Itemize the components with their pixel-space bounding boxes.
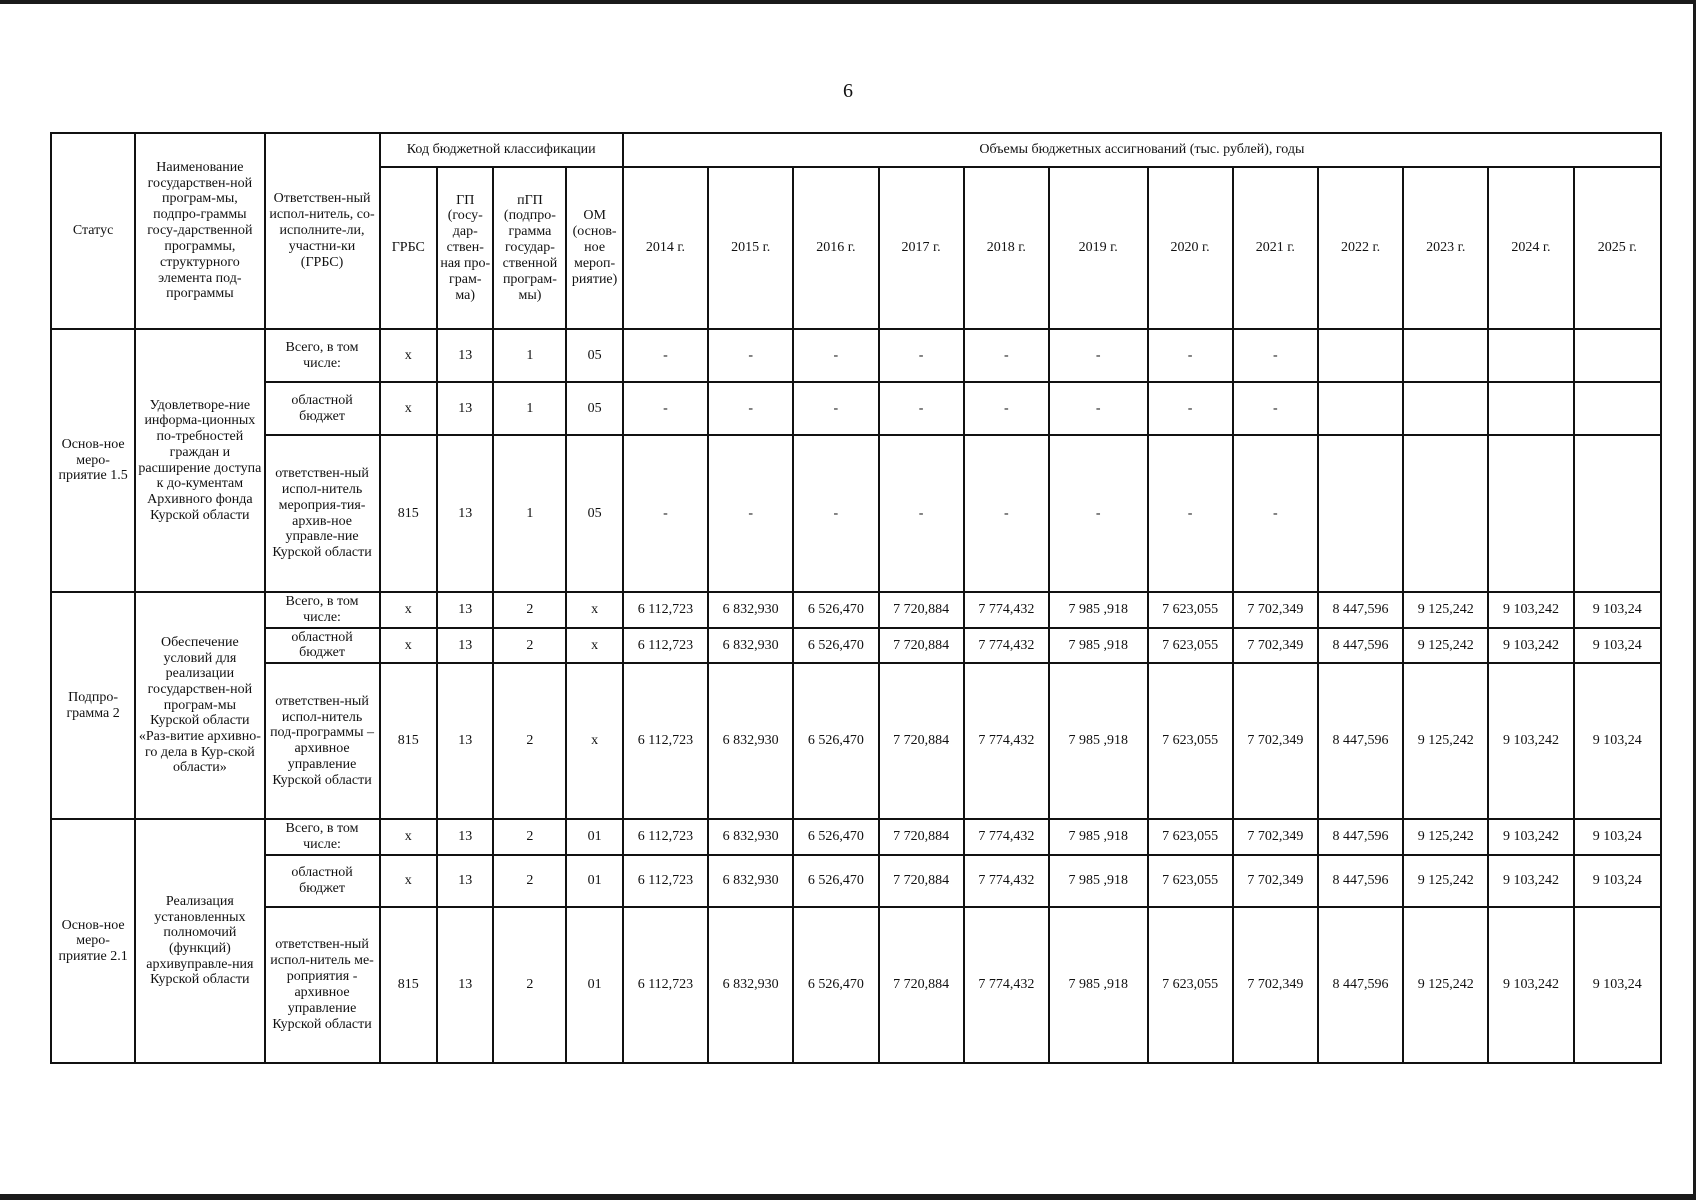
grbs-cell: 815 [380,907,437,1063]
value-cell: 7 720,884 [879,855,964,907]
om-cell: х [566,663,622,819]
value-cell: 6 832,930 [708,907,793,1063]
grbs-cell: х [380,855,437,907]
value-cell: 8 447,596 [1318,592,1403,628]
om-cell: 01 [566,819,622,855]
table-row [51,628,1661,664]
header-year: 2018 г. [964,167,1049,329]
value-cell: - [1148,382,1233,435]
value-cell: 7 985 ,918 [1049,663,1148,819]
value-cell: - [793,382,878,435]
value-cell [1403,329,1488,382]
pgp-cell: 2 [493,855,566,907]
responsible-cell: Всего, в том числе: [265,592,380,628]
scan-edge-bottom [0,1194,1696,1200]
value-cell: 7 623,055 [1148,663,1233,819]
header-year: 2020 г. [1148,167,1233,329]
header-pgp: пГП (подпро-грамма государ-ственной програм-мы) [493,167,566,329]
value-cell: 9 103,24 [1574,592,1661,628]
value-cell: 7 702,349 [1233,663,1318,819]
value-cell: 7 720,884 [879,628,964,664]
pgp-cell: 2 [493,628,566,664]
value-cell: - [1148,329,1233,382]
pgp-cell: 2 [493,663,566,819]
value-cell: - [1233,382,1318,435]
value-cell [1488,329,1573,382]
grbs-cell: х [380,592,437,628]
om-cell: 05 [566,329,622,382]
value-cell: 9 125,242 [1403,592,1488,628]
pgp-cell: 1 [493,435,566,592]
responsible-cell: Всего, в том числе: [265,329,380,382]
value-cell: 7 623,055 [1148,907,1233,1063]
header-year: 2022 г. [1318,167,1403,329]
value-cell: 7 623,055 [1148,628,1233,664]
value-cell: - [1049,435,1148,592]
value-cell: 6 112,723 [623,592,708,628]
value-cell: 6 526,470 [793,628,878,664]
responsible-cell: ответствен-ный испол-нитель ме-роприятия - архивное управление Курской области [265,907,380,1063]
table-row [51,855,1661,907]
value-cell: 8 447,596 [1318,663,1403,819]
status-cell: Основ-ное меро-приятие 1.5 [51,329,135,592]
value-cell: - [708,329,793,382]
header-year: 2025 г. [1574,167,1661,329]
value-cell: 7 720,884 [879,592,964,628]
value-cell: 9 103,242 [1488,663,1573,819]
value-cell: 7 702,349 [1233,628,1318,664]
value-cell [1318,435,1403,592]
value-cell: - [879,435,964,592]
value-cell [1574,382,1661,435]
om-cell: х [566,628,622,664]
om-cell: 01 [566,855,622,907]
header-year: 2024 г. [1488,167,1573,329]
value-cell: 7 774,432 [964,819,1049,855]
value-cell: 6 112,723 [623,907,708,1063]
value-cell: 7 774,432 [964,628,1049,664]
program-name-cell: Реализация установленных полномочий (функций) архивуправле-ния Курской области [135,819,264,1063]
header-code-group: Код бюджетной классификации [380,133,623,167]
value-cell: 6 526,470 [793,819,878,855]
value-cell: 6 526,470 [793,592,878,628]
value-cell: 9 103,242 [1488,592,1573,628]
value-cell [1403,435,1488,592]
responsible-cell: ответствен-ный испол-нитель под-программы – архивное управление Курской области [265,663,380,819]
table-row [51,663,1661,819]
value-cell: 6 112,723 [623,855,708,907]
value-cell: 6 832,930 [708,663,793,819]
table-row [51,592,1661,628]
value-cell: - [793,329,878,382]
value-cell: 9 103,242 [1488,855,1573,907]
header-name: Наименование государствен-ной програм-мы, подпро-граммы госу-дарственной программы, структурного элемента под-программы [135,133,264,329]
responsible-cell: областной бюджет [265,855,380,907]
value-cell: - [623,382,708,435]
value-cell: 7 623,055 [1148,855,1233,907]
gp-cell: 13 [437,329,493,382]
value-cell: 7 720,884 [879,819,964,855]
value-cell: 7 774,432 [964,663,1049,819]
grbs-cell: 815 [380,435,437,592]
value-cell: 9 103,24 [1574,663,1661,819]
value-cell: 6 526,470 [793,907,878,1063]
table-row [51,329,1661,382]
responsible-cell: областной бюджет [265,628,380,664]
header-status: Статус [51,133,135,329]
pgp-cell: 2 [493,592,566,628]
header-om: ОМ (основ-ное мероп-риятие) [566,167,622,329]
value-cell [1318,382,1403,435]
value-cell: 7 774,432 [964,907,1049,1063]
page-number: 6 [843,80,853,102]
om-cell: 05 [566,435,622,592]
gp-cell: 13 [437,819,493,855]
value-cell [1574,329,1661,382]
value-cell: - [964,435,1049,592]
grbs-cell: х [380,819,437,855]
value-cell: - [964,329,1049,382]
table-body [51,329,1661,1063]
grbs-cell: х [380,628,437,664]
value-cell: 9 103,242 [1488,628,1573,664]
value-cell [1488,435,1573,592]
value-cell: 7 774,432 [964,855,1049,907]
table-row [51,382,1661,435]
responsible-cell: ответствен-ный испол-нитель мероприя-тия- архив-ное управле-ние Курской области [265,435,380,592]
pgp-cell: 2 [493,907,566,1063]
value-cell: 8 447,596 [1318,855,1403,907]
header-year: 2015 г. [708,167,793,329]
value-cell: - [879,329,964,382]
grbs-cell: х [380,382,437,435]
gp-cell: 13 [437,592,493,628]
value-cell: 8 447,596 [1318,819,1403,855]
value-cell: 9 125,242 [1403,628,1488,664]
value-cell: 9 103,242 [1488,819,1573,855]
status-cell: Основ-ное меро-приятие 2.1 [51,819,135,1063]
om-cell: х [566,592,622,628]
header-year: 2016 г. [793,167,878,329]
grbs-cell: х [380,329,437,382]
value-cell: 7 720,884 [879,663,964,819]
om-cell: 05 [566,382,622,435]
budget-allocation-table [50,132,1662,1064]
value-cell: 7 702,349 [1233,907,1318,1063]
gp-cell: 13 [437,435,493,592]
value-cell: 6 112,723 [623,663,708,819]
value-cell: - [1233,435,1318,592]
value-cell: 9 125,242 [1403,907,1488,1063]
pgp-cell: 1 [493,382,566,435]
header-volumes-group: Объемы бюджетных ассигнований (тыс. рублей), годы [623,133,1661,167]
value-cell: - [708,435,793,592]
value-cell: - [1049,382,1148,435]
value-cell: 9 125,242 [1403,819,1488,855]
value-cell: - [1233,329,1318,382]
value-cell: 7 720,884 [879,907,964,1063]
value-cell: - [793,435,878,592]
value-cell: - [879,382,964,435]
value-cell: 6 832,930 [708,628,793,664]
value-cell: 7 985 ,918 [1049,819,1148,855]
header-year: 2021 г. [1233,167,1318,329]
value-cell: 9 125,242 [1403,855,1488,907]
value-cell: 6 832,930 [708,855,793,907]
value-cell: 9 103,24 [1574,628,1661,664]
table-row [51,435,1661,592]
om-cell: 01 [566,907,622,1063]
status-cell: Подпро-грамма 2 [51,592,135,819]
gp-cell: 13 [437,382,493,435]
value-cell [1488,382,1573,435]
gp-cell: 13 [437,907,493,1063]
pgp-cell: 2 [493,819,566,855]
table-header [51,133,1661,329]
grbs-cell: 815 [380,663,437,819]
value-cell: 7 702,349 [1233,592,1318,628]
gp-cell: 13 [437,628,493,664]
gp-cell: 13 [437,855,493,907]
header-grbs: ГРБС [380,167,437,329]
value-cell: - [708,382,793,435]
value-cell: 6 526,470 [793,663,878,819]
value-cell: - [964,382,1049,435]
value-cell: 9 103,24 [1574,819,1661,855]
scan-edge-top [0,0,1696,4]
value-cell: - [623,329,708,382]
value-cell: 7 702,349 [1233,855,1318,907]
header-year: 2019 г. [1049,167,1148,329]
value-cell: 7 774,432 [964,592,1049,628]
gp-cell: 13 [437,663,493,819]
value-cell [1403,382,1488,435]
value-cell: 7 702,349 [1233,819,1318,855]
header-year: 2014 г. [623,167,708,329]
responsible-cell: Всего, в том числе: [265,819,380,855]
value-cell: 9 125,242 [1403,663,1488,819]
header-gp: ГП (госу-дар-ствен-ная про-грам-ма) [437,167,493,329]
header-responsible: Ответствен-ный испол-нитель, со-исполните-ли, участни-ки (ГРБС) [265,133,380,329]
pgp-cell: 1 [493,329,566,382]
value-cell: 7 623,055 [1148,819,1233,855]
value-cell: - [623,435,708,592]
value-cell: 8 447,596 [1318,628,1403,664]
value-cell: 7 985 ,918 [1049,907,1148,1063]
value-cell: 7 623,055 [1148,592,1233,628]
program-name-cell: Обеспечение условий для реализации государствен-ной програм-мы Курской области «Раз-витие архивно-го дела в Кур-ской области» [135,592,264,819]
value-cell: 6 832,930 [708,819,793,855]
value-cell: 6 832,930 [708,592,793,628]
value-cell: - [1148,435,1233,592]
header-year: 2023 г. [1403,167,1488,329]
value-cell: 9 103,24 [1574,907,1661,1063]
value-cell: 7 985 ,918 [1049,855,1148,907]
table-row [51,819,1661,855]
program-name-cell: Удовлетворе-ние информа-ционных по-требностей граждан и расширение доступа к до-кументам Архивного фонда Курской области [135,329,264,592]
value-cell: 6 526,470 [793,855,878,907]
value-cell: 6 112,723 [623,819,708,855]
value-cell: 9 103,24 [1574,855,1661,907]
value-cell: 7 985 ,918 [1049,628,1148,664]
header-year: 2017 г. [879,167,964,329]
value-cell: 6 112,723 [623,628,708,664]
value-cell [1574,435,1661,592]
value-cell: 8 447,596 [1318,907,1403,1063]
table-row [51,907,1661,1063]
value-cell: 9 103,242 [1488,907,1573,1063]
responsible-cell: областной бюджет [265,382,380,435]
value-cell: 7 985 ,918 [1049,592,1148,628]
value-cell: - [1049,329,1148,382]
value-cell [1318,329,1403,382]
